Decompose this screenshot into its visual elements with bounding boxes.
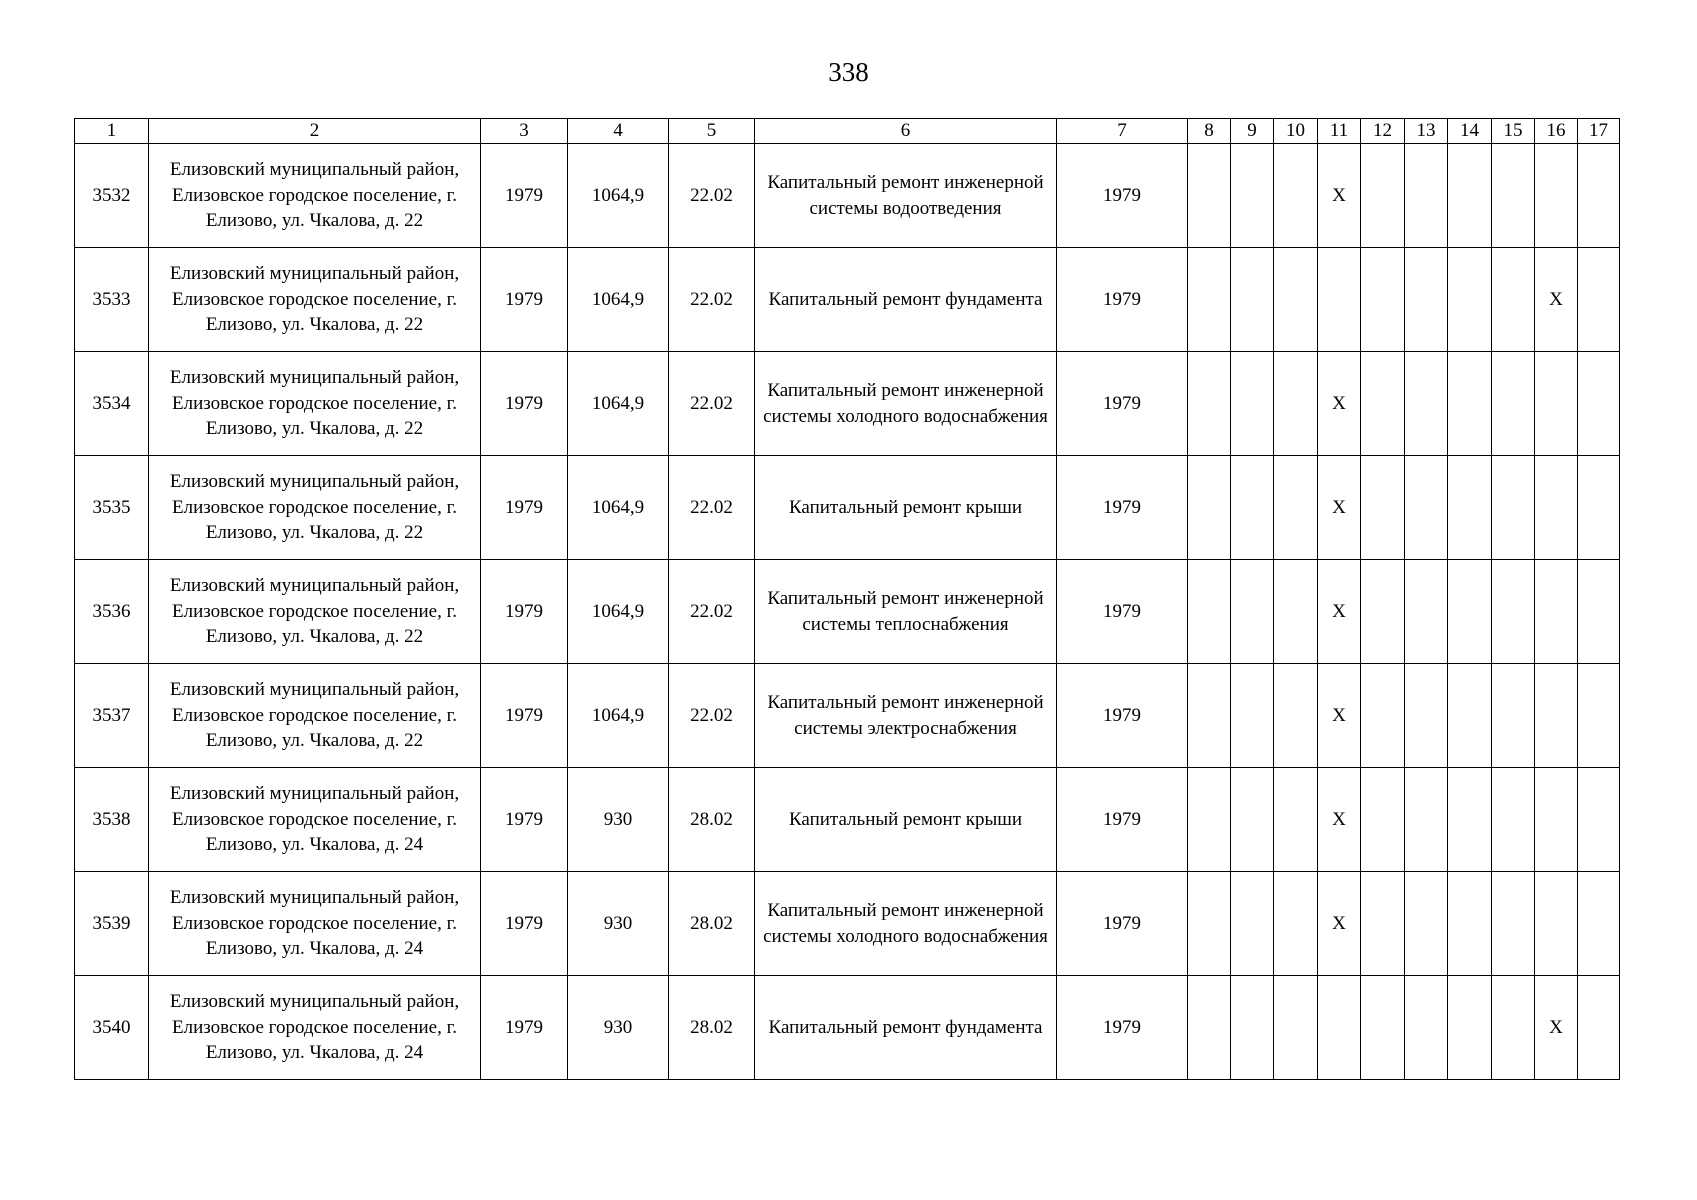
mark-cell (1361, 352, 1405, 456)
mark-cell: X (1318, 664, 1361, 768)
header-cell: 11 (1318, 119, 1361, 144)
table-row (75, 768, 1620, 872)
mark-cell (1188, 664, 1231, 768)
mark-cell (1448, 872, 1492, 976)
mark-cell (1535, 768, 1578, 872)
mark-cell: X (1318, 456, 1361, 560)
mark-cell: X (1318, 872, 1361, 976)
row-number-cell: 3533 (75, 248, 149, 352)
table-row (75, 248, 1620, 352)
mark-cell (1231, 456, 1274, 560)
work-type-cell: Капитальный ремонт инженерной системы холодного водоснабжения (755, 872, 1057, 976)
mark-cell (1361, 248, 1405, 352)
mark-cell (1274, 872, 1318, 976)
work-type-cell: Капитальный ремонт инженерной системы теплоснабжения (755, 560, 1057, 664)
mark-cell (1535, 560, 1578, 664)
address-cell: Елизовский муниципальный район, Елизовское городское поселение, г. Елизово, ул. Чкалова, д. 24 (149, 768, 481, 872)
mark-cell (1274, 456, 1318, 560)
mark-cell (1492, 664, 1535, 768)
code-cell: 22.02 (669, 248, 755, 352)
header-cell: 13 (1405, 119, 1448, 144)
mark-cell (1578, 144, 1620, 248)
year-cell: 1979 (1057, 352, 1188, 456)
mark-cell (1492, 560, 1535, 664)
mark-cell (1361, 976, 1405, 1080)
code-cell: 22.02 (669, 664, 755, 768)
build-year-cell: 1979 (481, 352, 568, 456)
area-cell: 1064,9 (568, 664, 669, 768)
header-cell: 14 (1448, 119, 1492, 144)
mark-cell (1405, 976, 1448, 1080)
mark-cell (1578, 248, 1620, 352)
mark-cell (1231, 248, 1274, 352)
mark-cell (1231, 560, 1274, 664)
mark-cell (1578, 976, 1620, 1080)
table-row (75, 976, 1620, 1080)
year-cell: 1979 (1057, 560, 1188, 664)
address-cell: Елизовский муниципальный район, Елизовское городское поселение, г. Елизово, ул. Чкалова, д. 22 (149, 144, 481, 248)
header-cell: 12 (1361, 119, 1405, 144)
year-cell: 1979 (1057, 768, 1188, 872)
build-year-cell: 1979 (481, 872, 568, 976)
mark-cell (1492, 768, 1535, 872)
mark-cell (1361, 664, 1405, 768)
build-year-cell: 1979 (481, 768, 568, 872)
mark-cell (1274, 352, 1318, 456)
mark-cell (1361, 768, 1405, 872)
row-number-cell: 3538 (75, 768, 149, 872)
build-year-cell: 1979 (481, 976, 568, 1080)
build-year-cell: 1979 (481, 456, 568, 560)
mark-cell (1405, 768, 1448, 872)
work-type-cell: Капитальный ремонт крыши (755, 456, 1057, 560)
header-row (75, 119, 1620, 144)
mark-cell (1448, 248, 1492, 352)
mark-cell (1231, 144, 1274, 248)
area-cell: 930 (568, 872, 669, 976)
row-number-cell: 3534 (75, 352, 149, 456)
year-cell: 1979 (1057, 248, 1188, 352)
code-cell: 22.02 (669, 352, 755, 456)
mark-cell (1188, 144, 1231, 248)
mark-cell (1361, 456, 1405, 560)
capital-repair-table (74, 118, 1620, 1080)
row-number-cell: 3536 (75, 560, 149, 664)
mark-cell (1361, 144, 1405, 248)
area-cell: 1064,9 (568, 352, 669, 456)
code-cell: 28.02 (669, 768, 755, 872)
mark-cell (1578, 664, 1620, 768)
year-cell: 1979 (1057, 456, 1188, 560)
mark-cell (1231, 664, 1274, 768)
code-cell: 22.02 (669, 456, 755, 560)
mark-cell (1578, 560, 1620, 664)
header-cell: 10 (1274, 119, 1318, 144)
code-cell: 22.02 (669, 144, 755, 248)
mark-cell (1578, 768, 1620, 872)
mark-cell (1405, 664, 1448, 768)
header-cell: 5 (669, 119, 755, 144)
mark-cell (1405, 144, 1448, 248)
year-cell: 1979 (1057, 872, 1188, 976)
build-year-cell: 1979 (481, 144, 568, 248)
mark-cell (1231, 768, 1274, 872)
mark-cell (1361, 872, 1405, 976)
mark-cell (1448, 664, 1492, 768)
table-row (75, 872, 1620, 976)
mark-cell (1535, 872, 1578, 976)
build-year-cell: 1979 (481, 248, 568, 352)
mark-cell (1361, 560, 1405, 664)
mark-cell (1492, 872, 1535, 976)
header-cell: 15 (1492, 119, 1535, 144)
table-row (75, 560, 1620, 664)
mark-cell (1448, 352, 1492, 456)
address-cell: Елизовский муниципальный район, Елизовское городское поселение, г. Елизово, ул. Чкалова, д. 22 (149, 560, 481, 664)
header-cell: 3 (481, 119, 568, 144)
area-cell: 1064,9 (568, 456, 669, 560)
mark-cell (1448, 456, 1492, 560)
row-number-cell: 3532 (75, 144, 149, 248)
mark-cell: X (1318, 768, 1361, 872)
table-row (75, 664, 1620, 768)
mark-cell (1405, 560, 1448, 664)
header-cell: 6 (755, 119, 1057, 144)
mark-cell (1231, 352, 1274, 456)
mark-cell (1188, 560, 1231, 664)
code-cell: 28.02 (669, 872, 755, 976)
mark-cell (1535, 144, 1578, 248)
header-cell: 2 (149, 119, 481, 144)
mark-cell (1318, 248, 1361, 352)
mark-cell (1535, 352, 1578, 456)
address-cell: Елизовский муниципальный район, Елизовское городское поселение, г. Елизово, ул. Чкалова, д. 22 (149, 456, 481, 560)
mark-cell: X (1318, 352, 1361, 456)
mark-cell (1535, 456, 1578, 560)
mark-cell (1448, 976, 1492, 1080)
address-cell: Елизовский муниципальный район, Елизовское городское поселение, г. Елизово, ул. Чкалова, д. 22 (149, 248, 481, 352)
page-number: 338 (828, 57, 869, 87)
build-year-cell: 1979 (481, 664, 568, 768)
mark-cell (1231, 976, 1274, 1080)
year-cell: 1979 (1057, 976, 1188, 1080)
mark-cell (1405, 456, 1448, 560)
address-cell: Елизовский муниципальный район, Елизовское городское поселение, г. Елизово, ул. Чкалова, д. 22 (149, 352, 481, 456)
address-cell: Елизовский муниципальный район, Елизовское городское поселение, г. Елизово, ул. Чкалова, д. 24 (149, 872, 481, 976)
work-type-cell: Капитальный ремонт инженерной системы электроснабжения (755, 664, 1057, 768)
mark-cell (1188, 872, 1231, 976)
mark-cell (1274, 560, 1318, 664)
table-row (75, 352, 1620, 456)
mark-cell (1274, 248, 1318, 352)
mark-cell: X (1318, 144, 1361, 248)
work-type-cell: Капитальный ремонт инженерной системы холодного водоснабжения (755, 352, 1057, 456)
mark-cell (1188, 248, 1231, 352)
work-type-cell: Капитальный ремонт крыши (755, 768, 1057, 872)
work-type-cell: Капитальный ремонт инженерной системы водоотведения (755, 144, 1057, 248)
mark-cell (1448, 560, 1492, 664)
mark-cell (1188, 768, 1231, 872)
mark-cell (1448, 768, 1492, 872)
mark-cell (1578, 456, 1620, 560)
mark-cell (1535, 664, 1578, 768)
mark-cell: X (1318, 560, 1361, 664)
mark-cell (1405, 352, 1448, 456)
area-cell: 930 (568, 768, 669, 872)
table-row (75, 144, 1620, 248)
build-year-cell: 1979 (481, 560, 568, 664)
mark-cell (1318, 976, 1361, 1080)
mark-cell: X (1535, 976, 1578, 1080)
header-cell: 1 (75, 119, 149, 144)
mark-cell (1492, 352, 1535, 456)
code-cell: 22.02 (669, 560, 755, 664)
header-cell: 16 (1535, 119, 1578, 144)
mark-cell (1231, 872, 1274, 976)
mark-cell (1578, 872, 1620, 976)
mark-cell (1405, 872, 1448, 976)
mark-cell (1274, 976, 1318, 1080)
area-cell: 1064,9 (568, 560, 669, 664)
mark-cell (1188, 456, 1231, 560)
mark-cell (1274, 768, 1318, 872)
table-row (75, 456, 1620, 560)
row-number-cell: 3535 (75, 456, 149, 560)
row-number-cell: 3540 (75, 976, 149, 1080)
header-cell: 9 (1231, 119, 1274, 144)
work-type-cell: Капитальный ремонт фундамента (755, 248, 1057, 352)
mark-cell (1274, 144, 1318, 248)
mark-cell (1448, 144, 1492, 248)
year-cell: 1979 (1057, 144, 1188, 248)
area-cell: 1064,9 (568, 248, 669, 352)
mark-cell (1492, 144, 1535, 248)
mark-cell (1492, 976, 1535, 1080)
mark-cell (1492, 248, 1535, 352)
header-cell: 8 (1188, 119, 1231, 144)
mark-cell (1578, 352, 1620, 456)
mark-cell (1188, 976, 1231, 1080)
address-cell: Елизовский муниципальный район, Елизовское городское поселение, г. Елизово, ул. Чкалова, д. 24 (149, 976, 481, 1080)
row-number-cell: 3539 (75, 872, 149, 976)
row-number-cell: 3537 (75, 664, 149, 768)
code-cell: 28.02 (669, 976, 755, 1080)
mark-cell (1492, 456, 1535, 560)
area-cell: 1064,9 (568, 144, 669, 248)
year-cell: 1979 (1057, 664, 1188, 768)
area-cell: 930 (568, 976, 669, 1080)
header-cell: 17 (1578, 119, 1620, 144)
mark-cell: X (1535, 248, 1578, 352)
header-cell: 4 (568, 119, 669, 144)
mark-cell (1405, 248, 1448, 352)
header-cell: 7 (1057, 119, 1188, 144)
mark-cell (1188, 352, 1231, 456)
work-type-cell: Капитальный ремонт фундамента (755, 976, 1057, 1080)
address-cell: Елизовский муниципальный район, Елизовское городское поселение, г. Елизово, ул. Чкалова, д. 22 (149, 664, 481, 768)
mark-cell (1274, 664, 1318, 768)
